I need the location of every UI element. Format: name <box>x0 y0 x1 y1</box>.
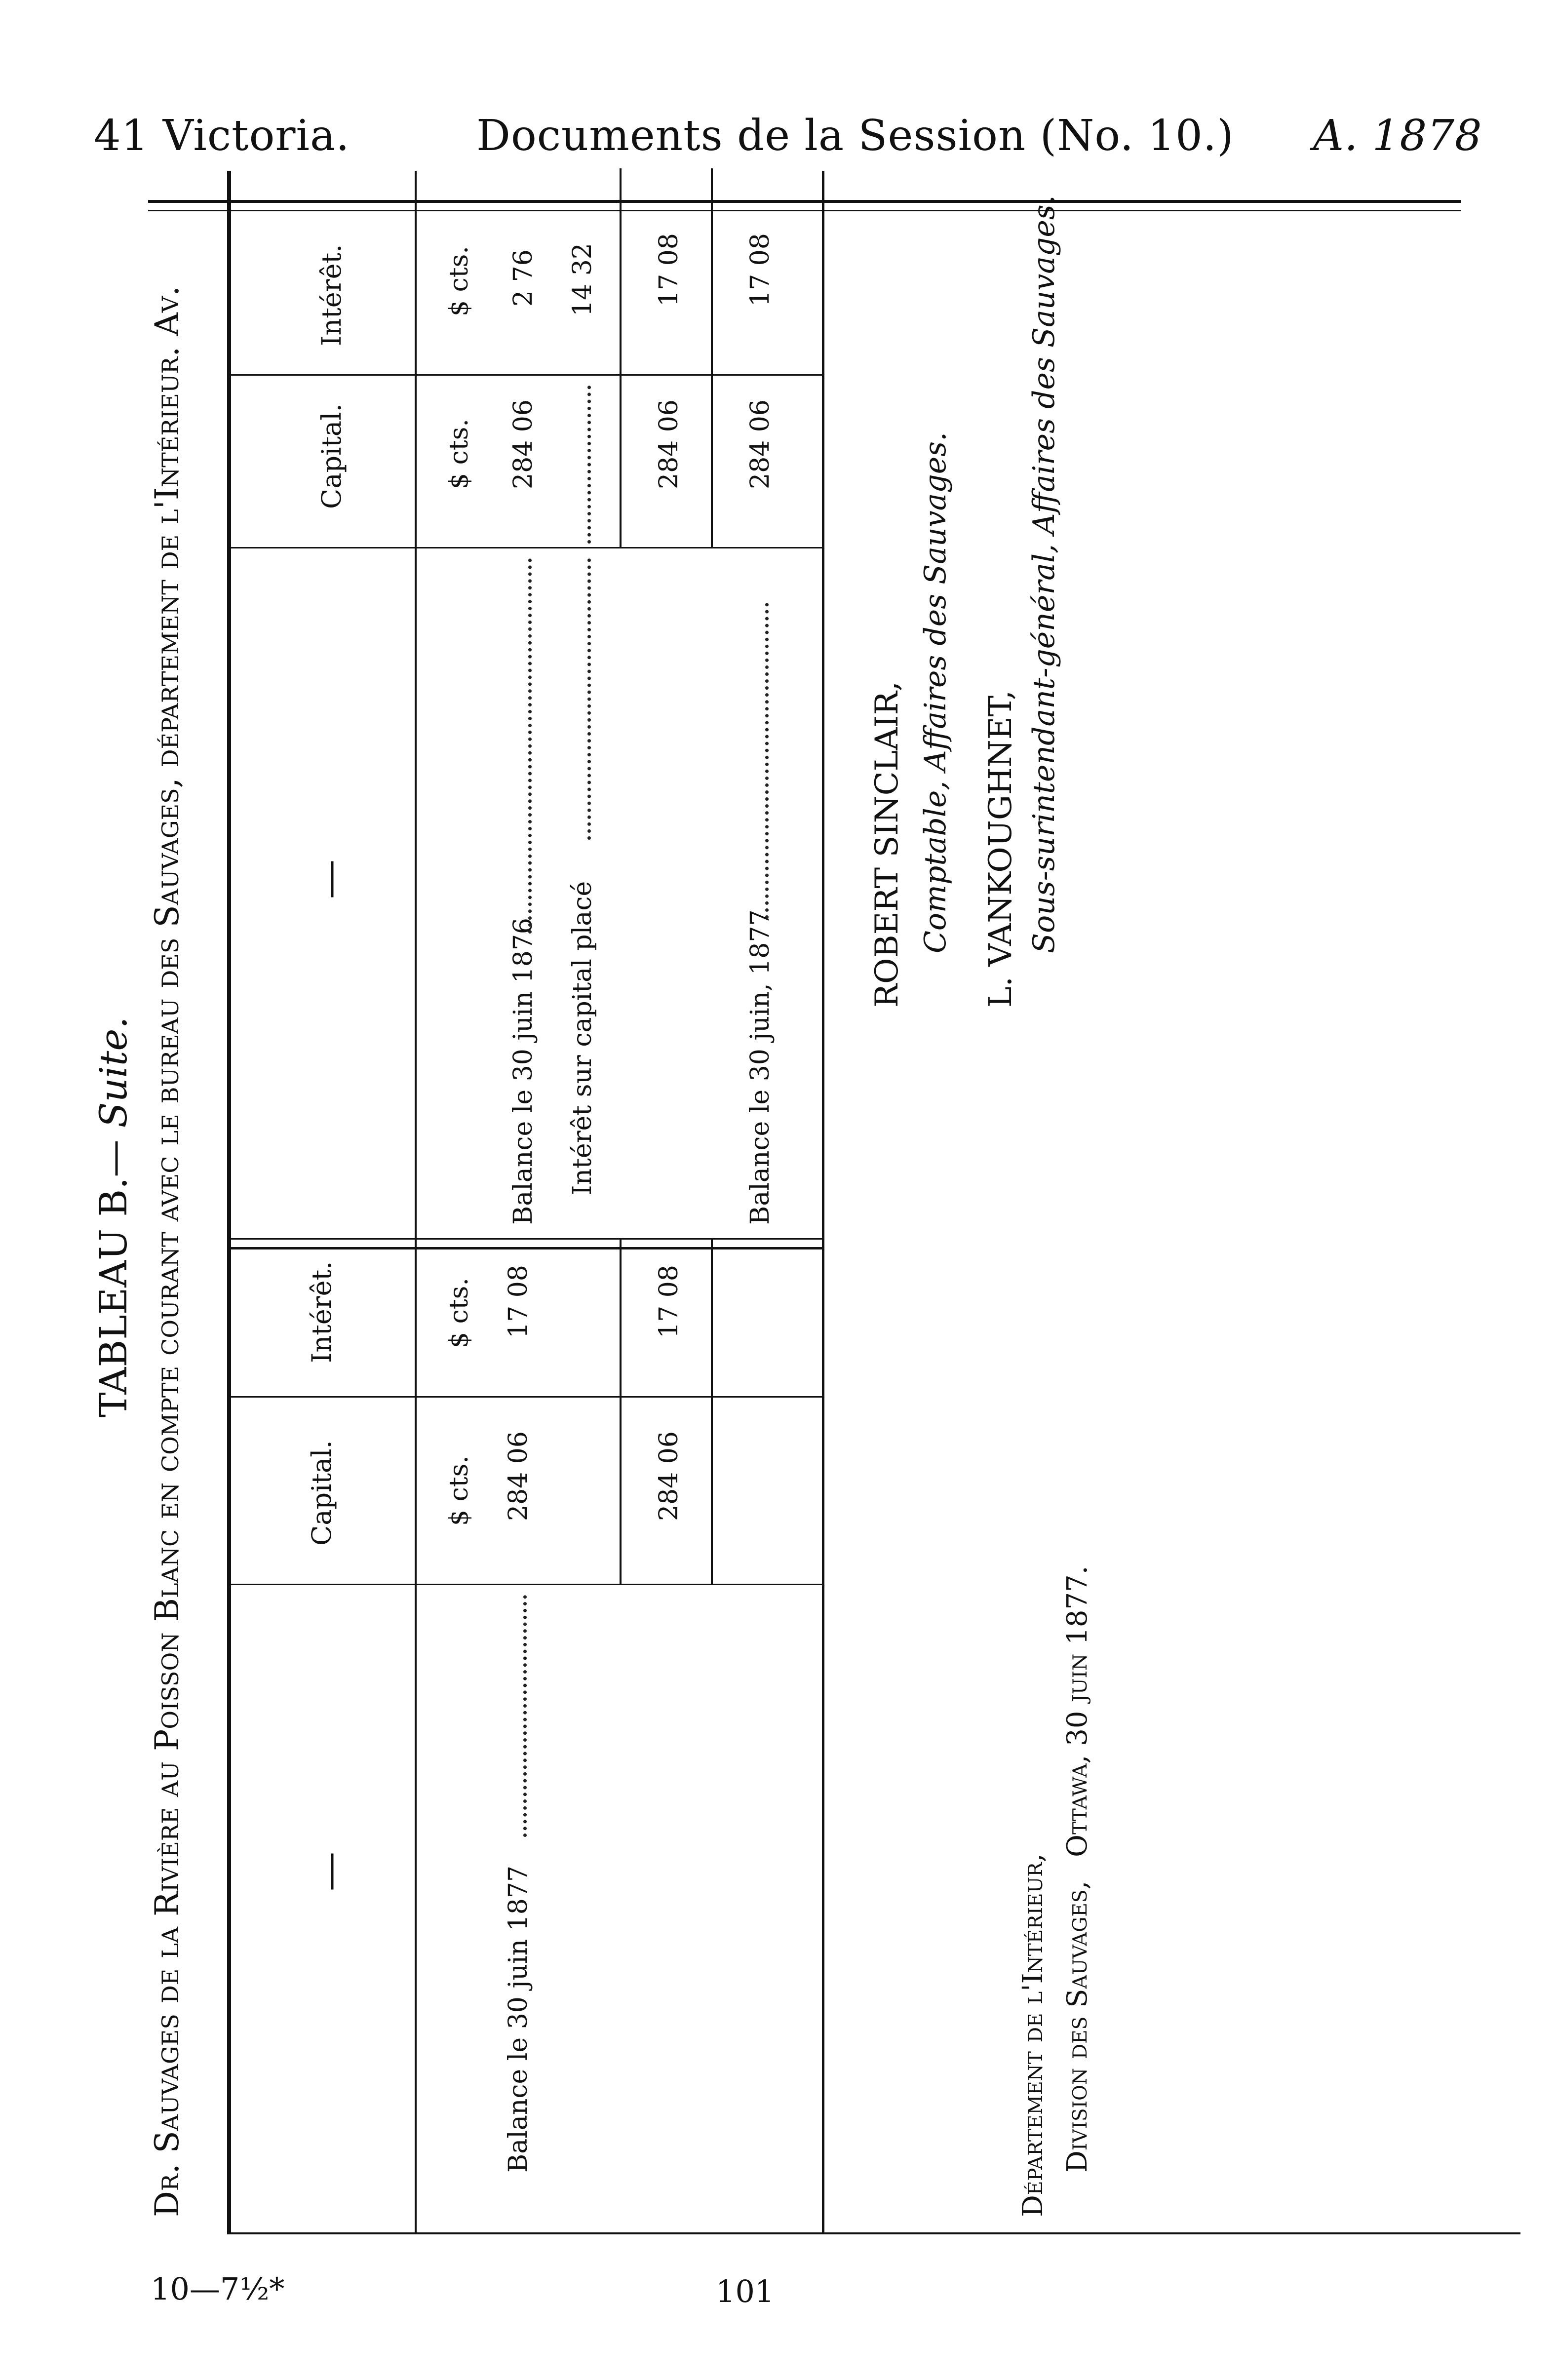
credit-final-leader <box>765 603 769 919</box>
signature-2-title: Sous-surintendant-général, Affaires des Sauvages. <box>1027 195 1061 953</box>
debit-total-interet: 17 08 <box>654 1265 684 1338</box>
debit-total-rule-top <box>620 1240 622 1585</box>
signature-2-name: L. VANKOUGHNET, <box>982 690 1019 1008</box>
footer-signature-mark: 10—7½* <box>151 2271 285 2307</box>
credit-row-1-leader <box>528 558 532 934</box>
credit-row-2-capital-blank <box>587 386 591 544</box>
debit-total-capital: 284 06 <box>654 1431 684 1521</box>
header-right: A. 1878 <box>1313 111 1482 160</box>
credit-capital-unit: $ cts. <box>444 419 474 489</box>
table-title-suite: Suite. <box>91 1016 135 1128</box>
debit-interet-header: Intérêt. <box>306 1261 337 1363</box>
signature-1-title: Comptable, Affaires des Sauvages. <box>918 431 953 953</box>
credit-row-1-label: Balance le 30 juin 1876 <box>508 918 538 1225</box>
table-title <box>91 1017 135 1418</box>
credit-row-1-interet: 2 76 <box>508 249 538 307</box>
debit-capital-col-divider <box>227 1396 824 1398</box>
credit-dash: — <box>306 859 352 899</box>
table-title-main: TABLEAU B.— <box>91 1139 135 1417</box>
debit-total-rule-bottom <box>711 1240 713 1585</box>
credit-row-2-label: Intérêt sur capital placé <box>568 881 597 1195</box>
dept-line-1: Département de l'Intérieur, <box>1017 1853 1049 2217</box>
credit-interet-unit: $ cts. <box>444 246 474 316</box>
credit-total-rule-bottom <box>711 168 713 548</box>
table-left-border <box>227 2232 1520 2234</box>
credit-total-rule-top <box>620 168 622 548</box>
credit-total-interet: 17 08 <box>654 233 684 307</box>
debit-row-capital: 284 06 <box>504 1431 533 1521</box>
debit-interet-unit: $ cts. <box>444 1278 474 1348</box>
debit-row-interet: 17 08 <box>504 1265 533 1338</box>
table-top-border <box>227 171 231 2234</box>
credit-final-capital: 284 06 <box>745 399 775 489</box>
table-bottom-border <box>822 171 824 2234</box>
debit-credit-divider-2 <box>227 1238 824 1240</box>
credit-label-col-divider <box>227 547 824 548</box>
debit-row-leader <box>523 1595 527 1837</box>
debit-label-col-divider <box>227 1584 824 1585</box>
credit-total-capital: 284 06 <box>654 399 684 489</box>
debit-credit-divider <box>227 1247 824 1249</box>
page-number: 101 <box>716 2273 775 2309</box>
credit-interet-header: Intérêt. <box>316 244 347 346</box>
credit-final-interet: 17 08 <box>745 233 775 307</box>
debit-dash: — <box>306 1852 352 1891</box>
credit-row-2-leader <box>587 558 591 840</box>
debit-capital-header: Capital. <box>306 1440 337 1546</box>
credit-row-2-interet: 14 32 <box>568 243 597 316</box>
credit-capital-header: Capital. <box>316 403 347 509</box>
signature-1-name: ROBERT SINCLAIR, <box>869 681 905 1008</box>
place-date: Ottawa, 30 juin 1877. <box>1061 1565 1093 1857</box>
header-left: 41 Victoria. <box>94 111 350 160</box>
debit-row-label: Balance le 30 juin 1877 <box>504 1866 533 2173</box>
header-center: Documents de la Session (No. 10.) <box>476 111 1234 160</box>
dept-line-2-text: Division des Sauvages, <box>1061 1880 1093 2173</box>
debit-capital-unit: $ cts. <box>444 1455 474 1526</box>
credit-capital-col-divider <box>227 374 824 376</box>
credit-final-label: Balance le 30 juin, 1877 <box>745 909 775 1225</box>
dept-line-2 <box>1061 1566 1093 2173</box>
table-subtitle: Dr. Sauvages de la Rivière au Poisson Blanc en compte courant avec le bureau des Sauvages, département de l'Intérieur. Av. <box>148 285 186 2217</box>
header-row-divider <box>415 171 417 2234</box>
credit-row-1-capital: 284 06 <box>508 399 538 489</box>
